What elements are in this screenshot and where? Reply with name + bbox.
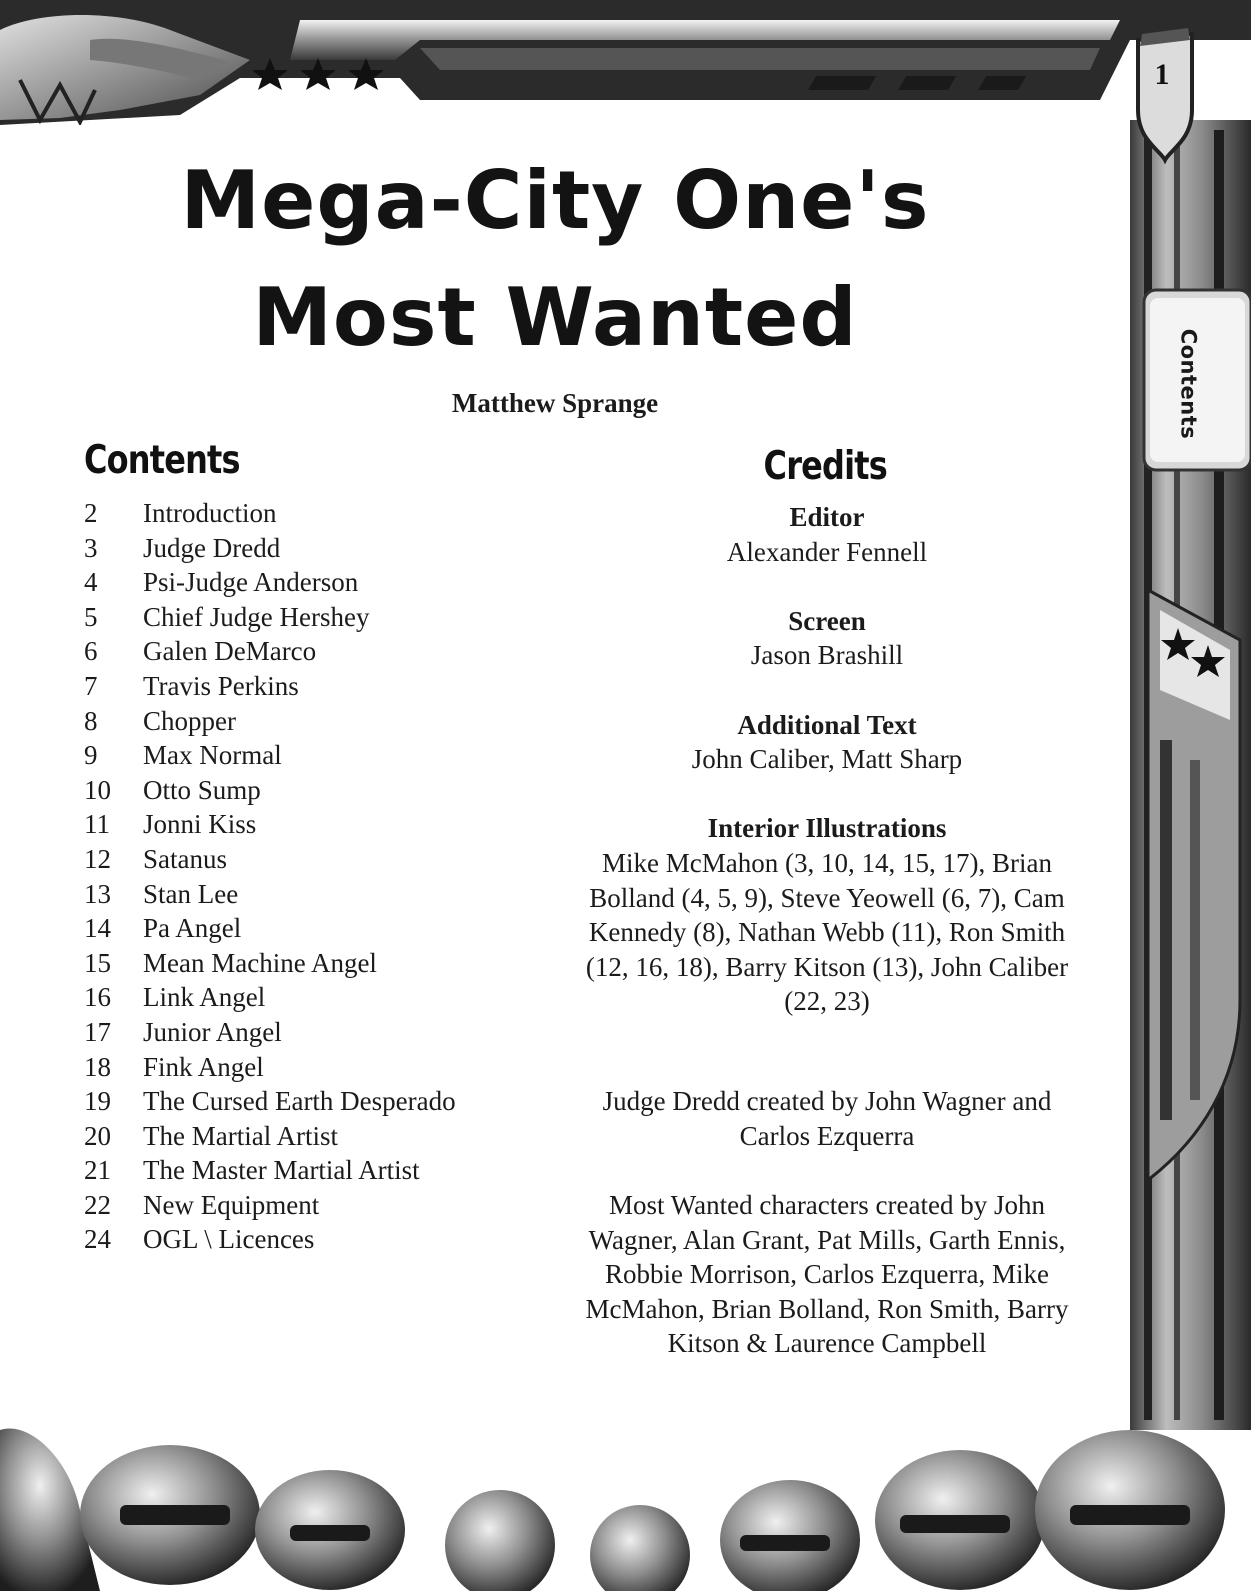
contents-title: OGL \ Licences [143,1224,315,1255]
contents-page-number: 14 [84,913,111,944]
credit-role: Additional Text [737,709,917,740]
contents-page-number: 7 [84,670,98,701]
author-name: Matthew Sprange [451,388,659,418]
contents-item[interactable] [84,1050,544,1085]
page-number: 1 [1154,58,1170,91]
contents-heading: Contents [84,438,240,483]
credit-names: John Caliber, Matt Sharp [691,744,963,775]
title-line-2: Most Wanted [252,271,858,364]
contents-page-number: 24 [84,1224,111,1255]
contents-item[interactable] [84,946,544,981]
contents-item[interactable] [84,531,544,566]
contents-page-number: 16 [84,982,111,1013]
contents-title: The Cursed Earth Desperado [143,1086,456,1117]
top-frame-decoration [0,0,1251,125]
credit-role: Screen [788,605,866,636]
contents-title: Max Normal [143,740,282,771]
contents-title: Satanus [143,843,227,874]
contents-page-number: 22 [84,1189,111,1220]
page-title [140,142,970,376]
characters-note: Most Wanted characters created by John Wagner, Alan Grant, Pat Mills, Garth Ennis, Robbie Morrison, Carlos Ezquerra, Mike McMahon, Brian Bolland, Ron Smith, Barry Kitson & Laurence Campbell [585,1190,1069,1359]
contents-title: Jonni Kiss [143,809,257,840]
contents-title: Pa Angel [143,913,242,944]
contents-page-number: 19 [84,1086,111,1117]
credit-entry [570,500,1084,569]
contents-page-number: 4 [84,567,98,598]
contents-title: Chopper [143,705,236,736]
contents-page-number: 6 [84,636,98,667]
credit-names: Alexander Fennell [726,536,928,567]
contents-item[interactable] [84,704,544,739]
contents-page-number: 9 [84,740,98,771]
contents-page-number: 15 [84,947,111,978]
credit-names: Jason Brashill [750,640,904,671]
contents-list [84,496,544,1257]
contents-title: Mean Machine Angel [143,947,377,978]
contents-item[interactable] [84,738,544,773]
contents-item[interactable] [84,565,544,600]
contents-item[interactable] [84,1222,544,1257]
contents-item[interactable] [84,807,544,842]
credits-heading-text: Credits [763,444,887,489]
contents-item[interactable] [84,842,544,877]
contents-item[interactable] [84,1015,544,1050]
contents-title: Link Angel [143,982,266,1013]
credit-entry [570,604,1084,673]
contents-title: The Martial Artist [143,1120,338,1151]
contents-item[interactable] [84,1188,544,1223]
credit-role: Editor [789,502,865,532]
contents-title: The Master Martial Artist [143,1155,420,1186]
contents-item[interactable] [84,911,544,946]
contents-page-number: 11 [84,809,110,840]
contents-page-number: 17 [84,1016,111,1047]
contents-page-number: 5 [84,601,98,632]
credits-list [570,500,1084,1054]
contents-title: Galen DeMarco [143,636,317,667]
contents-item[interactable] [84,1084,544,1119]
contents-page-number: 18 [84,1051,111,1082]
credit-entry [570,708,1084,777]
contents-item[interactable] [84,1119,544,1154]
contents-title: Fink Angel [143,1051,264,1082]
credit-role: Interior Illustrations [707,813,947,844]
contents-title: New Equipment [143,1189,320,1220]
contents-page-number: 12 [84,843,111,874]
contents-item[interactable] [84,496,544,531]
contents-page-number: 2 [84,498,98,528]
contents-page-number: 8 [84,705,98,736]
contents-page-number: 3 [84,532,98,563]
contents-item[interactable] [84,1153,544,1188]
contents-page-number: 13 [84,878,111,909]
contents-item[interactable] [84,634,544,669]
title-line-1: Mega-City One's [180,154,930,247]
contents-title: Travis Perkins [143,670,299,701]
creator-note: Judge Dredd created by John Wagner and Carlos Ezquerra [602,1086,1052,1151]
contents-page-number: 21 [84,1155,111,1186]
credits-heading [660,444,990,489]
contents-item[interactable] [84,980,544,1015]
right-frame-decoration [1130,0,1251,1591]
contents-title: Otto Sump [143,774,261,805]
bottom-artwork-decoration [0,1420,1251,1591]
contents-title: Psi-Judge Anderson [143,567,359,598]
contents-title: Chief Judge Hershey [143,601,370,632]
contents-item[interactable] [84,669,544,704]
credit-names: Mike McMahon (3, 10, 14, 15, 17), Brian Bolland (4, 5, 9), Steve Yeowell (6, 7), Cam Kennedy (8), Nathan Webb (11), Ron Smith (12, 16, 18), Barry Kitson (13), John Caliber (22, 23) [585,847,1069,1017]
contents-item[interactable] [84,877,544,912]
contents-item[interactable] [84,773,544,808]
contents-page-number: 20 [84,1120,111,1151]
side-tab-label: Contents [1176,328,1200,440]
contents-title: Stan Lee [143,878,239,909]
contents-title: Judge Dredd [143,532,281,563]
side-tab-contents[interactable] [1148,300,1228,468]
contents-item[interactable] [84,600,544,635]
contents-page-number: 10 [84,774,111,805]
contents-title: Junior Angel [143,1016,282,1047]
credit-entry [570,811,1084,1019]
contents-title: Introduction [143,498,277,528]
